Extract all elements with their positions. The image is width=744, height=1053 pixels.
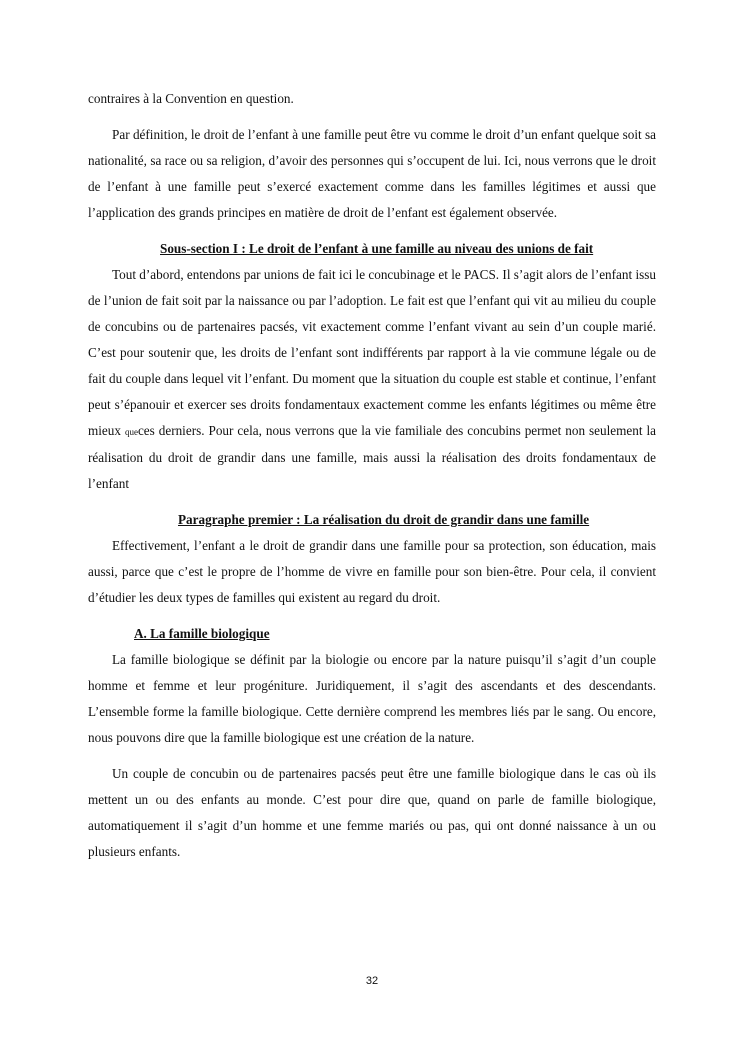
paragraph-unions-de-fait-part1: Tout d’abord, entendons par unions de fait ici le concubinage et le PACS. Il s’agit alors de l’enfant issu de l’union de fait soit par la naissance ou par l’adoption. Le fait est que l’enfant qui vit au milieu du couple de concubins ou de partenaires pacsés, vit exactement comme l’enfant vivant au sein d’un couple marié. C’est pour soutenir que, les droits de l’enfant sont indifférents par rapport à la vie commune légale ou de fait du couple dans lequel vit l’enfant. Du moment que la situation du couple est stable et continue, l’enfant peut s’épanouir et exercer ses droits fondamentaux exactement comme les enfants légitimes ou même être mieux bbox=[88, 267, 656, 438]
paragraph-famille-biologique: La famille biologique se définit par la biologie ou encore par la nature puisqu’il s’agit d’un couple homme et femme et leur progéniture. Juridiquement, il s’agit des ascendants et des descendants. L’ensemble forme la famille biologique. Cette dernière comprend les membres liés par le sang. Ou encore, nous pouvons dire que la famille biologique est une création de la nature. bbox=[88, 652, 656, 745]
small-inline-que: que bbox=[124, 427, 138, 437]
page-body bbox=[88, 86, 656, 865]
paragraph-unions-de-fait bbox=[88, 262, 656, 497]
heading-paragraphe-premier: Paragraphe premier : La réalisation du droit de grandir dans une famille bbox=[178, 512, 590, 527]
paragraph-intro-continuation: contraires à la Convention en question. bbox=[88, 91, 294, 106]
heading-famille-biologique: A. La famille biologique bbox=[134, 626, 270, 641]
paragraph-grandir-famille: Effectivement, l’enfant a le droit de grandir dans une famille pour sa protection, son éducation, mais aussi, parce que c’est le propre de l’homme de vivre en famille pour son bien-être. Pour cela, il convient d’étudier les deux types de familles qui existent au regard du droit. bbox=[88, 538, 656, 605]
heading-sous-section-1: Sous-section I : Le droit de l’enfant à une famille au niveau des unions de fait bbox=[160, 241, 594, 256]
paragraph-definition: Par définition, le droit de l’enfant à une famille peut être vu comme le droit d’un enfant quelque soit sa nationalité, sa race ou sa religion, d’avoir des personnes qui s’occupent de lui. Ici, nous verrons que le droit de l’enfant à une famille peut s’exercé exactement comme dans les familles légitimes et aussi que l’application des grands principes en matière de droit de l’enfant est également observée. bbox=[88, 127, 656, 220]
paragraph-unions-de-fait-part2: ces derniers. Pour cela, nous verrons que la vie familiale des concubins permet non seulement la réalisation du droit de grandir dans une famille, mais aussi la réalisation des droits fondamentaux de l’enfant bbox=[88, 423, 656, 491]
page-number: 32 bbox=[365, 975, 379, 987]
paragraph-couple-concubin: Un couple de concubin ou de partenaires pacsés peut être une famille biologique dans le cas où ils mettent un ou des enfants au monde. C’est pour dire que, quand on parle de famille biologique, automatiquement il s’agit d’un homme et une femme mariés ou pas, qui ont donné naissance à un ou plusieurs enfants. bbox=[88, 766, 656, 859]
